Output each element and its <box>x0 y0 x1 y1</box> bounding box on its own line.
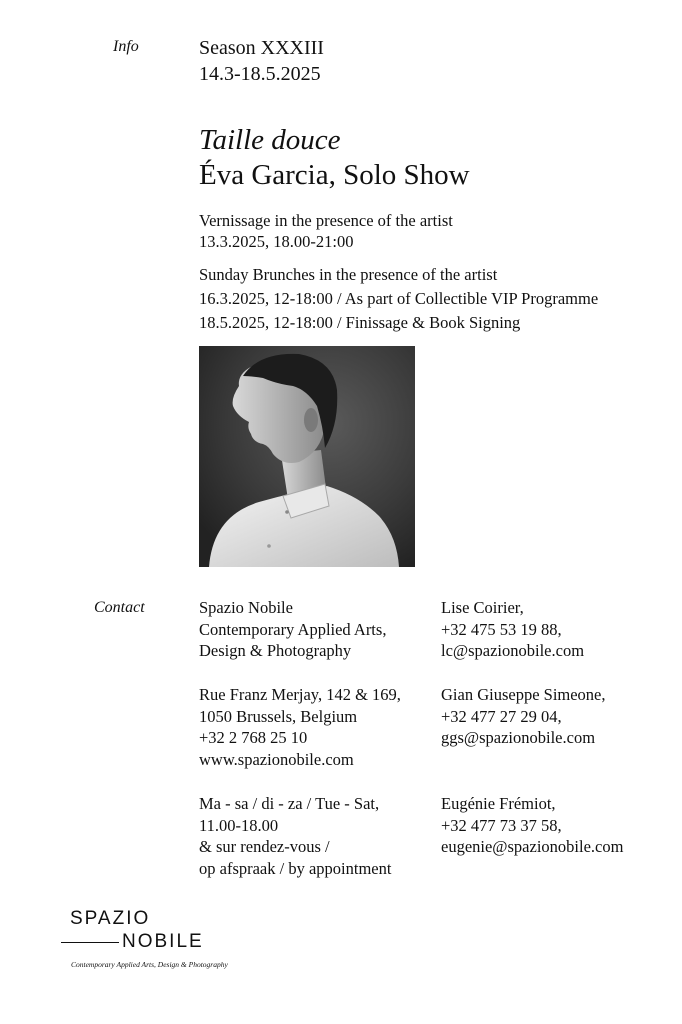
gallery-name: Spazio Nobile <box>199 598 293 617</box>
person-name: Gian Giuseppe Simeone, <box>441 685 606 704</box>
contact-label: Contact <box>94 599 145 616</box>
logo-spazio: SPAZIO <box>70 908 151 929</box>
contact-person-3 <box>441 793 623 858</box>
contact-person-1 <box>441 597 584 662</box>
brunches-line: Sunday Brunches in the presence of the artist <box>199 265 498 284</box>
address-city: 1050 Brussels, Belgium <box>199 706 358 726</box>
hours-days: Ma - sa / di - za / Tue - Sat, <box>199 794 380 813</box>
contact-person-2 <box>441 684 606 749</box>
person-phone[interactable]: +32 475 53 19 88, <box>441 619 562 639</box>
person-email[interactable]: lc@spazionobile.com <box>441 641 585 660</box>
logo-divider <box>61 942 119 943</box>
person-name: Eugénie Frémiot, <box>441 794 556 813</box>
show-title-italic: Taille douce <box>199 124 341 156</box>
info-label: Info <box>113 38 139 55</box>
gallery-desc-2: Design & Photography <box>199 641 352 660</box>
gallery-address <box>199 684 401 770</box>
gallery-desc-1: Contemporary Applied Arts, <box>199 619 387 639</box>
brunch-date-2: 18.5.2025, 12-18:00 / Finissage & Book Signing <box>199 313 521 332</box>
logo-tagline: Contemporary Applied Arts, Design & Photography <box>71 960 228 969</box>
person-email[interactable]: eugenie@spazionobile.com <box>441 837 624 856</box>
person-phone[interactable]: +32 477 27 29 04, <box>441 706 562 726</box>
address-phone[interactable]: +32 2 768 25 10 <box>199 728 308 747</box>
person-email[interactable]: ggs@spazionobile.com <box>441 728 596 747</box>
show-title-main: Éva Garcia, Solo Show <box>199 159 470 191</box>
address-street: Rue Franz Merjay, 142 & 169, <box>199 685 401 704</box>
website-link[interactable]: www.spazionobile.com <box>199 749 354 769</box>
vernissage-date: 13.3.2025, 18.00-21:00 <box>199 232 354 251</box>
person-phone[interactable]: +32 477 73 37 58, <box>441 815 562 835</box>
logo-nobile: NOBILE <box>122 931 204 952</box>
gallery-info <box>199 597 386 662</box>
opening-hours <box>199 793 391 879</box>
hours-time: 11.00-18.00 <box>199 815 279 835</box>
hours-appointment-2: op afspraak / by appointment <box>199 858 392 878</box>
vernissage-line: Vernissage in the presence of the artist <box>199 211 453 230</box>
person-name: Lise Coirier, <box>441 598 524 617</box>
season-title: Season XXXIII <box>199 37 324 59</box>
hours-appointment-1: & sur rendez-vous / <box>199 837 330 856</box>
season-dates: 14.3-18.5.2025 <box>199 63 321 85</box>
brunch-date-1: 16.3.2025, 12-18:00 / As part of Collectible VIP Programme <box>199 289 599 308</box>
artist-portrait <box>199 346 415 567</box>
